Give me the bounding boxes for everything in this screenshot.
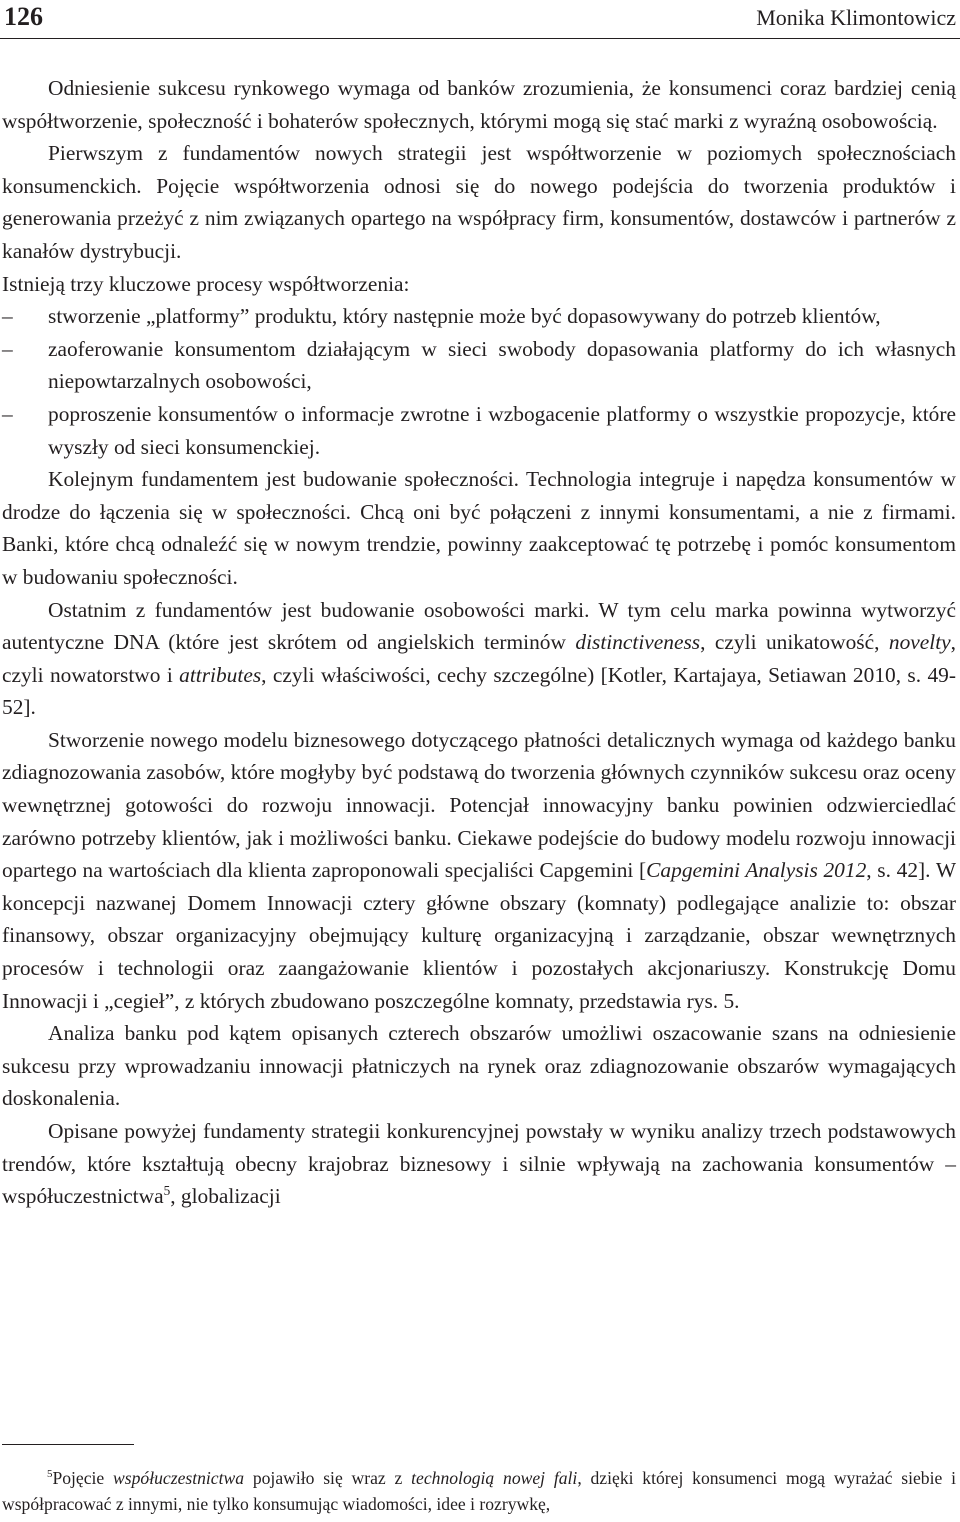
- list-item: – stworzenie „platformy” produktu, który następnie może być dopasowywany do potrzeb klientów,: [2, 300, 956, 333]
- paragraph: Ostatnim z fundamentów jest budowanie osobowości marki. W tym celu marka powinna wytworzyć autentyczne DNA (które jest skrótem od angielskich terminów distinctiveness, czyli unikatowość, novelty, czyli nowatorstwo i attributes, czyli właściwości, cechy szczególne) [Kotler, Kartajaya, Setiawan 2010, s. 49-52].: [2, 597, 956, 720]
- list-item: – zaoferowanie konsumentom działającym w sieci swobody dopasowania platformy do ich własnych niepowtarzalnych osobowości,: [2, 333, 956, 398]
- paragraph: Pierwszym z fundamentów nowych strategii jest współtworzenie w poziomych społecznościach konsumenckich. Pojęcie współtworzenia odnosi się do nowego podejścia do tworzenia produktów i generowania przeżyć z nim związanych opartego na współpracy firm, konsumentów, dostawców i partnerów z kanałów dystrybucji.: [2, 141, 956, 263]
- footnote-number: 5: [47, 1468, 53, 1481]
- paragraph: Analiza banku pod kątem opisanych czterech obszarów umożliwi oszacowanie szans na odniesienie sukcesu przy wprowadzaniu innowacji płatniczych na rynek oraz zdiagnozowanie obszarów wymagających doskonalenia.: [2, 1021, 956, 1111]
- dash-bullet: –: [2, 304, 13, 329]
- paragraph: Opisane powyżej fundamenty strategii konkurencyjnej powstały w wyniku analizy trzech podstawowych trendów, które kształtują obecny krajobraz biznesowy i silnie wpływają na zachowania konsumentów – współuczestnictwa$^5$, globalizacji: [2, 1119, 956, 1209]
- list-item: – poproszenie konsumentów o informacje zwrotne i wzbogacenie platformy o wszystkie propozycje, które wyszły od sieci konsumenckiej.: [2, 398, 956, 463]
- footnote-reference[interactable]: 5: [163, 1183, 171, 1199]
- footnote-separator: [2, 1444, 134, 1445]
- paragraph: Stworzenie nowego modelu biznesowego dotyczącego płatności detalicznych wymaga od każdego banku zdiagnozowania zasobów, które mogłyby być podstawą do tworzenia głównych czynników sukcesu oraz oceny wewnętrznej gotowości do rozwoju innowacji. Potencjał innowacyjny banku powinien odzwierciedlać zarówno potrzeby klientów, jak i możliwości banku. Ciekawe podejście do budowy modelu rozwoju innowacji opartego na wartościach dla klienta zaproponowali specjaliści Capgemini [Capgemini Analysis 2012, s. 42]. W koncepcji nazwanej Domem Innowacji cztery główne obszary (komnaty) podlegające analizie to: obszar finansowy, obszar organizacyjny obejmujący kulturę organizacyjną i zarządzanie, obszar wewnętrznych procesów i technologii oraz zaangażowanie klientów i pozostałych akcjonariuszy. Konstrukcję Domu Innowacji i „cegieł”, z których zbudowano poszczególne komnaty, przedstawia rys. 5.: [2, 727, 957, 1013]
- body-text: [2, 72, 956, 1213]
- dash-bullet: –: [2, 401, 13, 426]
- page-header: [0, 0, 960, 39]
- running-head-author: Monika Klimontowicz: [756, 5, 956, 30]
- paragraph: Odniesienie sukcesu rynkowego wymaga od banków zrozumienia, że konsumenci coraz bardziej cenią współtworzenie, społeczność i bohaterów społecznych, którymi mogą się stać marki z wyraźną osobowością.: [2, 76, 956, 133]
- paragraph: Istnieją trzy kluczowe procesy współtworzenia:: [2, 271, 410, 296]
- dash-bullet: –: [2, 336, 13, 361]
- footnote: $^5$Pojęcie współuczestnictwa pojawiło się wraz z technologią nowej fali, dzięki której konsumenci mogą wyrażać siebie i współpracować z innymi, nie tylko konsumując wiadomości, idee i rozrywkę,: [2, 1468, 956, 1514]
- page-number: 126: [4, 2, 43, 31]
- paragraph: Kolejnym fundamentem jest budowanie społeczności. Technologia integruje i napędza konsumentów w drodze do łączenia się w społeczności. Chcą oni być połączeni z innymi konsumentami, a nie z firmami. Banki, które chcą odnaleźć się w nowym trendzie, powinny zaakceptować tę potrzebę i pomóc konsumentom w budowaniu społeczności.: [2, 467, 956, 589]
- dash-list: [2, 300, 956, 463]
